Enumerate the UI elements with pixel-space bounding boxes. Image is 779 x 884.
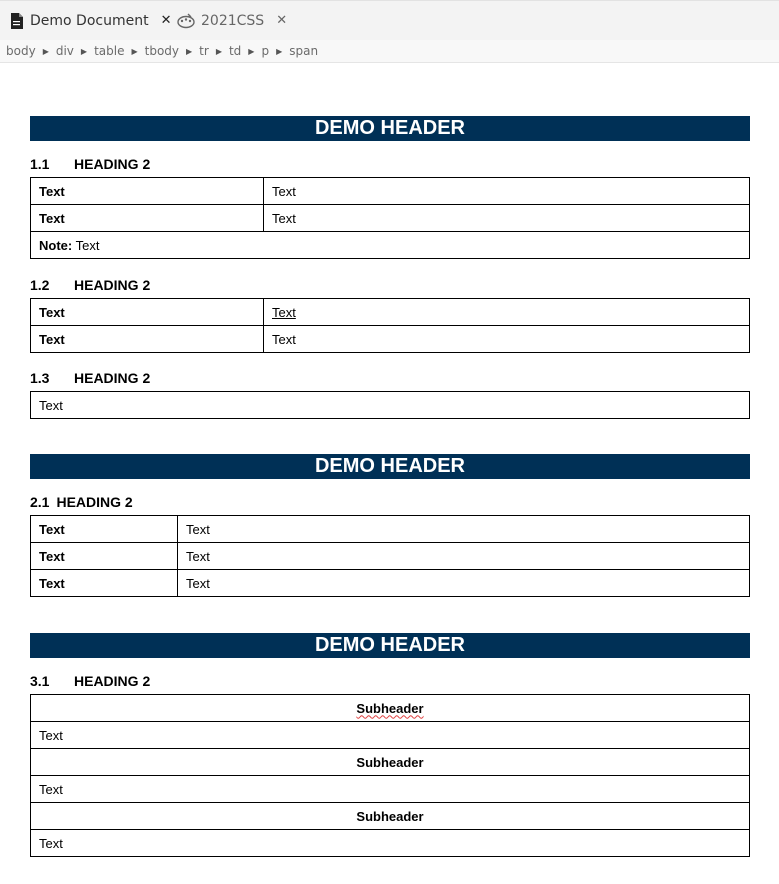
heading-2 [30,494,133,510]
subheader-cell[interactable]: Subheader [31,803,750,830]
chevron-right-icon: ▶ [186,46,193,56]
chevron-right-icon: ▶ [131,46,138,56]
heading-title: HEADING 2 [74,156,151,172]
table-cell[interactable]: Text [178,570,750,597]
heading-number: 2.1 [30,494,50,510]
tab-label: Demo Document [30,12,149,29]
table-cell[interactable]: Text [31,205,264,232]
heading-number: 1.1 [30,156,50,172]
table-row [31,205,750,232]
table [30,515,750,597]
table-cell[interactable]: Text [31,543,178,570]
table-cell[interactable]: Text [31,722,750,749]
note-text: Text [72,237,100,253]
heading-number: 1.3 [30,370,50,386]
table [30,177,750,259]
table-row [31,392,750,419]
breadcrumb [0,40,779,63]
subheader-cell[interactable] [31,695,750,722]
table-row [31,326,750,353]
table-cell[interactable]: Text [31,392,750,419]
heading-2 [30,277,150,293]
table-cell[interactable]: Text [31,830,750,857]
note-label: Note: [39,237,73,253]
heading-title: HEADING 2 [74,370,151,386]
table-cell[interactable]: Text [264,178,750,205]
table-cell[interactable]: Text [31,570,178,597]
table-cell[interactable]: Text [264,326,750,353]
table-row [31,749,750,776]
heading-2 [30,370,150,386]
breadcrumb-item[interactable]: tbody [144,44,180,58]
selected-text[interactable]: Text [272,304,296,320]
table-row [31,232,750,259]
table-cell[interactable]: Text [31,326,264,353]
subheader-cell[interactable]: Subheader [31,749,750,776]
table-cell[interactable]: Text [31,776,750,803]
table [30,298,750,353]
close-icon[interactable]: ✕ [276,13,288,28]
table-row [31,830,750,857]
tab-demo-document[interactable] [10,1,171,42]
heading-2 [30,673,150,689]
table-cell[interactable]: Text [31,299,264,326]
table-cell[interactable]: Text [178,516,750,543]
table-cell[interactable]: Text [178,543,750,570]
table-row [31,178,750,205]
table-row [31,570,750,597]
demo-header: DEMO HEADER [30,116,750,141]
table-cell[interactable]: Text [31,516,178,543]
chevron-right-icon: ▶ [80,46,88,56]
table-cell[interactable]: Text [264,205,750,232]
heading-number: 1.2 [30,277,50,293]
table-cell[interactable] [264,299,750,326]
chevron-right-icon: ▶ [248,46,255,56]
table-row [31,803,750,830]
table [30,391,750,419]
breadcrumb-item[interactable]: p [261,44,270,58]
heading-number: 3.1 [30,673,50,689]
chevron-right-icon: ▶ [42,46,49,56]
chevron-right-icon: ▶ [215,46,222,56]
note-cell[interactable] [31,232,750,259]
table [30,694,750,857]
tab-2021css[interactable] [177,1,287,40]
demo-header: DEMO HEADER [30,454,750,479]
heading-title: HEADING 2 [74,673,151,689]
table-row [31,543,750,570]
table-row [31,516,750,543]
palette-icon [177,13,195,29]
breadcrumb-item[interactable]: body [6,44,36,58]
heading-title: HEADING 2 [56,494,133,510]
heading-2 [30,156,150,172]
breadcrumb-item[interactable]: div [55,44,74,58]
heading-title: HEADING 2 [74,277,151,293]
table-cell[interactable]: Text [31,178,264,205]
breadcrumb-item[interactable]: tr [199,44,209,58]
subheader: Subheader [356,700,424,716]
chevron-right-icon: ▶ [276,46,283,56]
demo-header: DEMO HEADER [30,633,750,658]
tab-label: 2021CSS [201,12,265,29]
table-row [31,776,750,803]
breadcrumb-item[interactable]: td [228,44,242,58]
document-icon [10,13,24,29]
table-row [31,695,750,722]
tab-bar [0,0,779,40]
close-icon[interactable]: ✕ [160,13,172,28]
table-row [31,722,750,749]
breadcrumb-item[interactable]: span [289,44,319,58]
table-row [31,299,750,326]
breadcrumb-item[interactable]: table [94,44,125,58]
